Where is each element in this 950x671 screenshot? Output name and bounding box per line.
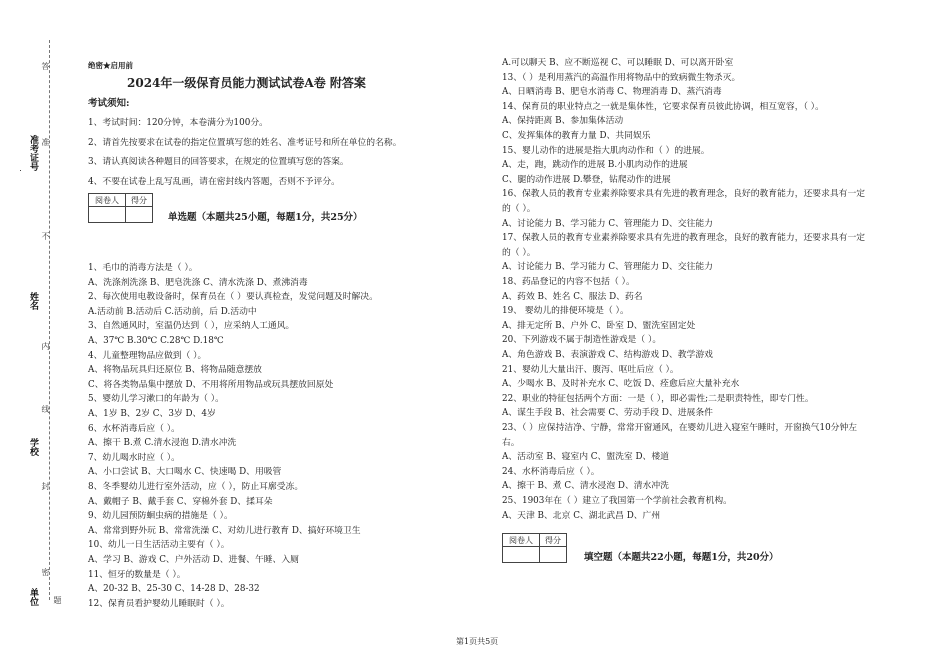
question-line: C、将各类物品集中摆放 D、不用将所用物品或玩具摆放回原处 <box>88 379 334 390</box>
question-line: A、常常到野外玩 B、常常洗澡 C、对幼儿进行教育 D、搞好环境卫生 <box>88 525 361 536</box>
page-footer: 第1页共5页 <box>456 637 499 646</box>
seal-char: 内 <box>41 342 50 350</box>
question-line: 3、自然通风时，室温仍达到（ ），应采纳人工通风。 <box>88 321 295 332</box>
school-label: 学校 <box>28 438 38 456</box>
question-line: 20、下列游戏不属于制造性游戏是（ ）。 <box>502 335 662 346</box>
exam-number-label: 准考证号 <box>28 135 38 171</box>
question-line: 25、1903年在（ ）建立了我国第一个学前社会教育机构。 <box>502 496 732 506</box>
question-line: 5、婴幼儿学习漱口的年龄为（ ）。 <box>88 394 224 405</box>
seal-char: 线 <box>41 405 50 413</box>
seal-char: 密 <box>41 568 50 576</box>
question-line: 18、药品登记的内容不包括（ ）。 <box>502 277 635 287</box>
seal-char: 准 <box>41 138 50 146</box>
seal-char: 封 <box>41 482 50 490</box>
unit-label: 单位 <box>28 588 38 606</box>
notice-item: 1、考试时间：120分钟，本卷满分为100分。 <box>88 118 268 128</box>
score-box-fill-blank <box>502 533 567 563</box>
question-line: 15、婴儿动作的进展是指大肌肉动作和（ ）的进展。 <box>502 145 710 156</box>
question-line: C、腿的动作进展 D.攀登，钻爬动作的进展 <box>502 174 671 185</box>
question-line: 右。 <box>502 437 520 448</box>
exam-number-line <box>20 170 21 171</box>
question-line: A.可以聊天 B、应不断巡视 C、可以睡眠 D、可以离开卧室 <box>502 58 734 68</box>
question-line: A、走，跑，跳动作的进展 B.小肌肉动作的进展 <box>502 160 688 171</box>
seal-char: 题 <box>53 596 62 604</box>
question-line: A、药效 B、姓名 C、服法 D、药名 <box>502 291 643 302</box>
question-line: 1、毛巾的消毒方法是（ ）。 <box>88 263 198 273</box>
question-line: 7、幼儿喝水时应（ ）。 <box>88 452 180 463</box>
question-line: A、1岁 B、2岁 C、3岁 D、4岁 <box>88 409 216 419</box>
question-line: 16、保教人员的教育专业素养除要求具有先进的教育理念，良好的教育能力，还要求具有一定 <box>502 189 866 200</box>
question-line: 6、水杯消毒后应（ ）。 <box>88 423 180 434</box>
score-cell: 得分 <box>126 194 153 207</box>
question-line: A、角色游戏 B、表演游戏 C、结构游戏 D、教学游戏 <box>502 350 713 360</box>
score-input[interactable] <box>126 207 153 223</box>
question-line: A、活动室 B、寝室内 C、盥洗室 D、楼道 <box>502 452 669 463</box>
question-line: 2、每次使用电教设备时，保育员在（ ）要认真检查，发觉问题及时解决。 <box>88 292 378 303</box>
question-line: A、保持距离 B、参加集体活动 <box>502 116 624 127</box>
secret-label: 绝密★启用前 <box>88 61 133 70</box>
question-line: A、讨论能力 B、学习能力 C、管理能力 D、交往能力 <box>502 218 713 229</box>
section-heading-single-choice: 单选题（本题共25小题，每题1分，共25分） <box>168 212 363 223</box>
question-line: 11、恒牙的数量是（ ）。 <box>88 569 186 580</box>
question-line: A、谋生手段 B、社会需要 C、劳动手段 D、进展条件 <box>502 408 713 419</box>
score-input[interactable] <box>540 547 567 563</box>
reviewer-input[interactable] <box>89 207 126 223</box>
question-line: A、将物品玩具归还原位 B、将物品随意摆放 <box>88 365 262 376</box>
question-line: 9、幼儿园预防蛔虫病的措施是（ ）。 <box>88 511 233 522</box>
question-line: A、戴帽子 B、戴手套 C、穿棉外套 D、揉耳朵 <box>88 496 273 507</box>
question-line: A、日晒消毒 B、肥皂水消毒 C、物理消毒 D、蒸汽消毒 <box>502 87 722 98</box>
question-line: C、发挥集体的教育力量 D、共同娱乐 <box>502 131 651 141</box>
question-line: 22、职业的特征包括两个方面：一是（ ），即必需性;二是职责特性，即专门性。 <box>502 393 814 404</box>
name-label: 姓名 <box>28 292 38 310</box>
question-line: 13、（ ）是利用蒸汽的高温作用将物品中的致病微生物杀灭。 <box>502 72 741 83</box>
seal-char: 不 <box>41 232 50 240</box>
question-line: A.活动前 B.活动后 C.活动前，后 D.活动中 <box>88 306 257 317</box>
score-cell: 得分 <box>540 534 567 547</box>
question-line: A、讨论能力 B、学习能力 C、管理能力 D、交往能力 <box>502 262 713 273</box>
reviewer-input[interactable] <box>503 547 540 563</box>
notice-item: 2、请首先按要求在试卷的指定位置填写您的姓名、准考证号和所在单位的名称。 <box>88 138 402 148</box>
question-line: A、小口尝试 B、大口喝水 C、快速喝 D、用吸管 <box>88 467 282 478</box>
question-line: 21、婴幼儿大量出汗、腹泻、呕吐后应（ ）。 <box>502 364 679 375</box>
question-line: A、擦干 B、煮 C、清水浸泡 D、清水冲洗 <box>502 481 669 492</box>
question-line: 的（ ）。 <box>502 204 536 214</box>
question-line: 4、儿童整理物品应做到（ ）。 <box>88 350 207 361</box>
section-heading-fill-blank: 填空题（本题共22小题，每题1分，共20分） <box>584 552 779 563</box>
question-line: A、洗涤剂洗涤 B、肥皂洗涤 C、清水洗涤 D、煮沸消毒 <box>88 277 308 288</box>
seal-dashed-line <box>49 40 50 600</box>
question-line: A、学习 B、游戏 C、户外活动 D、进餐、午睡、入厕 <box>88 555 299 565</box>
question-line: 10、幼儿一日生活活动主要有（ ）。 <box>88 540 230 551</box>
reviewer-cell: 阅卷人 <box>89 194 126 207</box>
question-line: 23、（ ）应保持洁净、宁静，常常开窗通风，在婴幼儿进入寝室午睡时，开窗换气10分钟左 <box>502 423 858 433</box>
question-line: 14、保育员的职业特点之一就是集体性，它要求保育员彼此协调，相互宽容，（ ）。 <box>502 101 824 112</box>
notice-item: 4、不要在试卷上乱写乱画，请在密封线内答题，否则不予评分。 <box>88 177 340 187</box>
question-line: 12、保育员看护婴幼儿睡眠时（ ）。 <box>88 598 230 609</box>
notice-heading: 考试须知: <box>88 98 130 109</box>
question-line: A、37℃ B.30℃ C.28℃ D.18℃ <box>88 336 224 346</box>
question-line: 17、保教人员的教育专业素养除要求具有先进的教育理念，良好的教育能力，还要求具有一定 <box>502 233 866 244</box>
score-box <box>88 193 153 223</box>
page-title: 2024年一级保育员能力测试试卷A卷 附答案 <box>127 76 366 90</box>
question-line: A、少喝水 B、及时补充水 C、吃饭 D、痊愈后应大量补充水 <box>502 379 740 390</box>
notice-item: 3、请认真阅读各种题目的回答要求，在规定的位置填写您的答案。 <box>88 157 349 167</box>
seal-char: 答 <box>41 62 50 70</box>
question-line: A、20-32 B、25-30 C、14-28 D、28-32 <box>88 584 260 595</box>
question-line: A、擦干 B.煮 C.清水浸泡 D.清水冲洗 <box>88 438 237 449</box>
question-line: 8、冬季婴幼儿进行室外活动，应（ ），防止耳廓受冻。 <box>88 482 304 492</box>
question-line: A、排无定所 B、户外 C、卧室 D、盥洗室固定处 <box>502 320 696 331</box>
question-line: 19、 婴幼儿的排便环境是（ ）。 <box>502 306 629 317</box>
reviewer-cell: 阅卷人 <box>503 534 540 547</box>
question-line: 24、水杯消毒后应（ ）。 <box>502 466 600 477</box>
question-line: A、天津 B、北京 C、湖北武昌 D、广州 <box>502 510 661 521</box>
question-line: 的（ ）。 <box>502 247 536 258</box>
